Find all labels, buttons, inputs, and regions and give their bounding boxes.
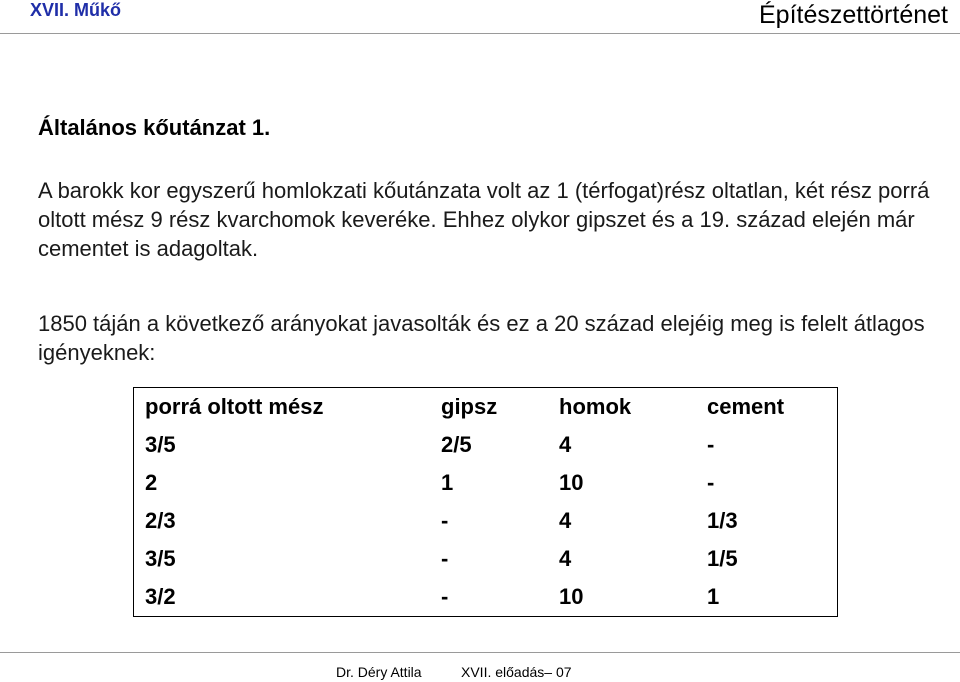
table-row	[134, 426, 838, 464]
table-cell: 3/2	[145, 584, 176, 609]
footer-author: Dr. Déry Attila	[336, 664, 422, 680]
footer-divider	[0, 652, 960, 653]
paragraph-proportions: 1850 táján a következő arányokat javasolták és ez a 20 század elejéig meg is felelt átlagos igényeknek:	[38, 311, 925, 365]
table-row	[134, 578, 838, 617]
table-cell: 1	[441, 470, 454, 495]
table-header-cell: homok	[559, 394, 632, 419]
table-cell: 1	[707, 584, 720, 609]
table-row	[134, 502, 838, 540]
table-cell: 1/5	[707, 546, 738, 571]
table-row	[134, 464, 838, 502]
table-cell: 4	[559, 546, 572, 571]
table-header-row	[134, 388, 838, 427]
course-title: Építészettörténet	[758, 1, 948, 29]
table-cell: -	[441, 546, 449, 571]
header-divider	[0, 33, 960, 34]
mix-ratio-table	[133, 387, 838, 617]
paragraph-intro: A barokk kor egyszerű homlokzati kőutánzata volt az 1 (térfogat)rész oltatlan, két rész porrá oltott mész 9 rész kvarchomok keveréke. Ehhez olykor gipszet és a 19. század elején már cementet is adagoltak.	[38, 178, 930, 261]
table-cell: 3/5	[145, 432, 176, 457]
table-cell: 10	[559, 584, 584, 609]
footer-lecture-number: XVII. előadás– 07	[461, 664, 572, 680]
table-cell: 2	[145, 470, 158, 495]
table-header-cell: cement	[707, 394, 785, 419]
table-cell: 2/5	[441, 432, 472, 457]
table-cell: 3/5	[145, 546, 176, 571]
table-cell: 4	[559, 432, 572, 457]
table-header-cell: porrá oltott mész	[145, 394, 324, 419]
table-cell: -	[707, 470, 715, 495]
table-cell: 1/3	[707, 508, 738, 533]
table-cell: -	[441, 508, 449, 533]
table-cell: -	[441, 584, 449, 609]
table-header-cell: gipsz	[441, 394, 498, 419]
table-cell: -	[707, 432, 715, 457]
table-row	[134, 540, 838, 578]
page-title: Általános kőutánzat 1.	[38, 115, 271, 140]
section-label: XVII. Műkő	[30, 0, 122, 20]
table-cell: 2/3	[145, 508, 176, 533]
table-cell: 4	[559, 508, 572, 533]
table-cell: 10	[559, 470, 584, 495]
